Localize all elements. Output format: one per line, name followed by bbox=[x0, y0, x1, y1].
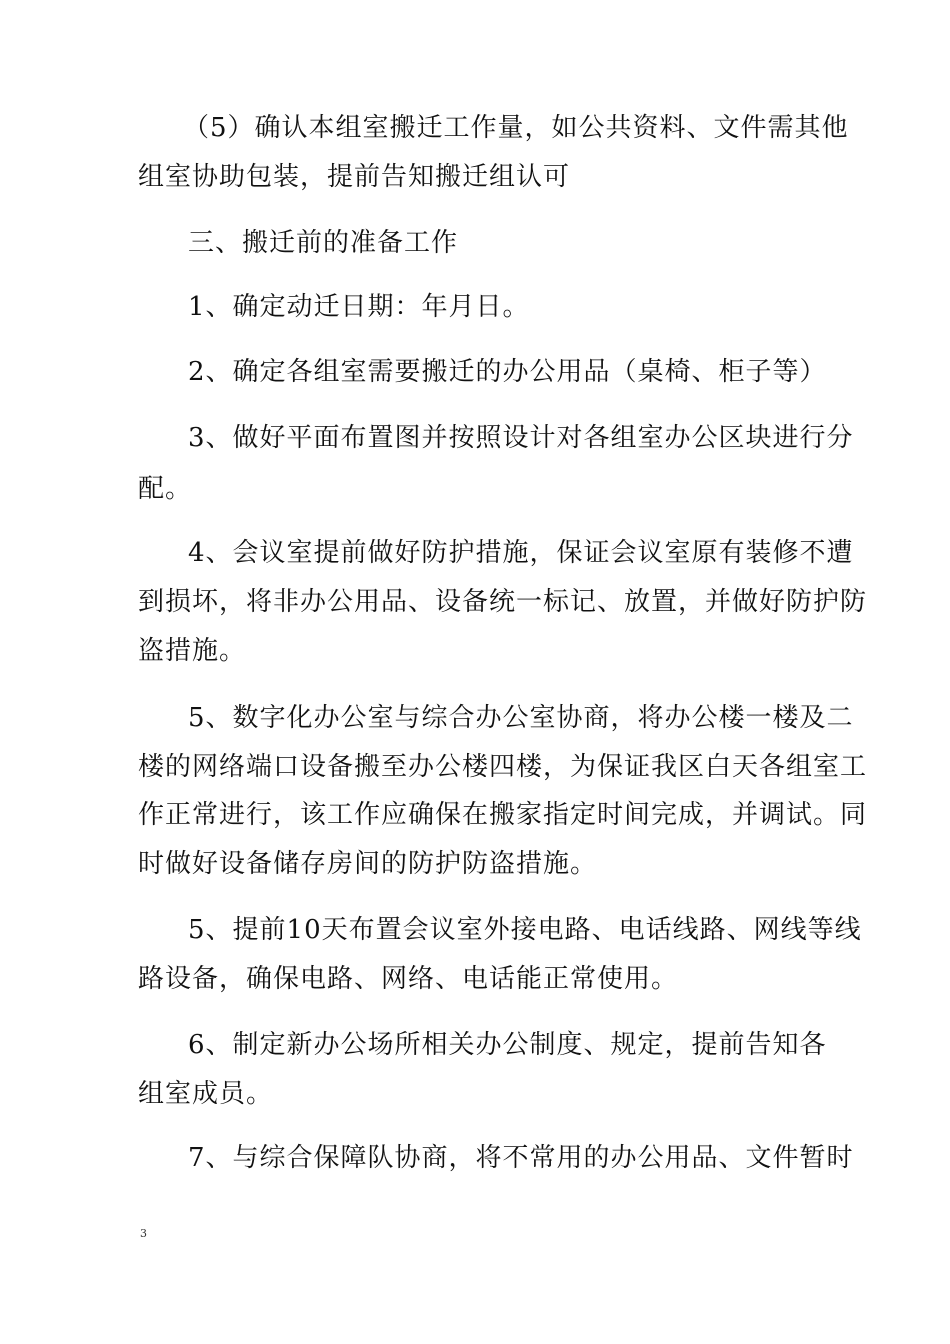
text-line: 组室协助包装，提前告知搬迁组认可 bbox=[138, 162, 571, 192]
text-line: （5）确认本组室搬迁工作量，如公共资料、文件需其他 bbox=[183, 113, 849, 143]
text-line: 楼的网络端口设备搬至办公楼四楼，为保证我区白天各组室工 bbox=[138, 752, 868, 782]
text-line: 路设备，确保电路、网络、电话能正常使用。 bbox=[138, 964, 679, 994]
section-heading: 三、搬迁前的准备工作 bbox=[188, 228, 459, 258]
page-number: 3 bbox=[140, 1227, 147, 1240]
text-line: 时做好设备储存房间的防护防盗措施。 bbox=[138, 849, 598, 879]
text-line: 配。 bbox=[138, 474, 193, 504]
text-line: 2、确定各组室需要搬迁的办公用品（桌椅、柜子等） bbox=[188, 357, 827, 387]
text-line: 7、与综合保障队协商，将不常用的办公用品、文件暂时 bbox=[188, 1143, 854, 1173]
text-line: 1、确定动迁日期：年月日。 bbox=[188, 292, 530, 322]
text-line: 5、提前10天布置会议室外接电路、电话线路、网线等线 bbox=[188, 915, 862, 945]
text-line: 作正常进行，该工作应确保在搬家指定时间完成，并调试。同 bbox=[138, 800, 868, 830]
text-line: 4、会议室提前做好防护措施，保证会议室原有装修不遭 bbox=[188, 538, 854, 568]
text-line: 3、做好平面布置图并按照设计对各组室办公区块进行分 bbox=[188, 423, 854, 453]
text-line: 到损坏，将非办公用品、设备统一标记、放置，并做好防护防 bbox=[138, 587, 868, 617]
text-line: 组室成员。 bbox=[138, 1079, 274, 1109]
text-line: 6、制定新办公场所相关办公制度、规定，提前告知各 bbox=[188, 1030, 827, 1060]
text-line: 5、数字化办公室与综合办公室协商，将办公楼一楼及二 bbox=[188, 703, 854, 733]
text-line: 盗措施。 bbox=[138, 636, 247, 666]
